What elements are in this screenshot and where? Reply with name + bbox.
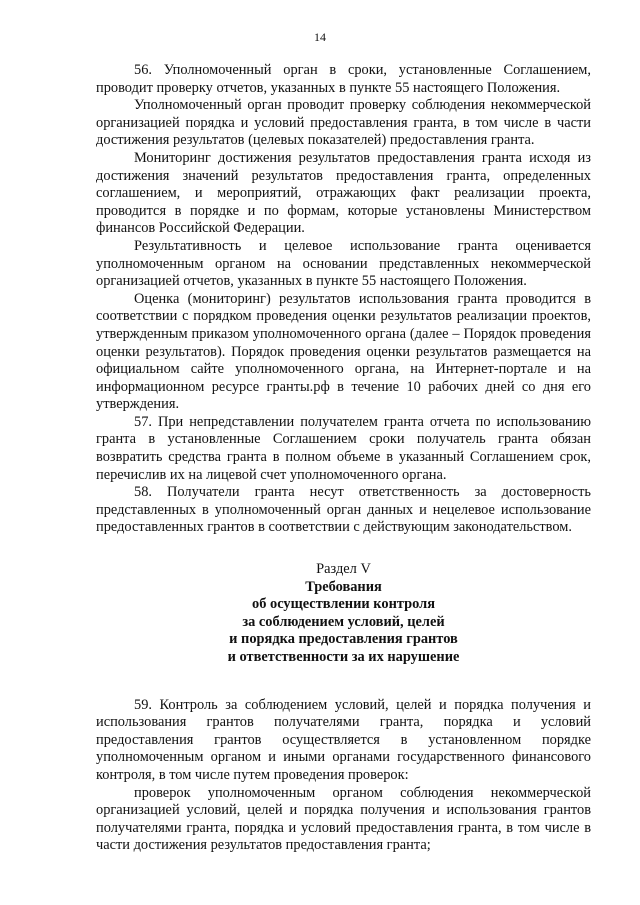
paragraph-57: 57. При непредставлении получателем гранта отчета по использованию гранта в установленные Соглашением сроки получатель гранта обязан возвратить средства гранта в полном объеме в указанный Соглашением срок, перечислив их на лицевой счет уполномоченного органа. xyxy=(96,413,591,483)
paragraph-59: 59. Контроль за соблюдением условий, целей и порядка получения и использования грантов получателями гранта, порядка и условий предоставления грантов осуществляется в установленном порядке уполномоченным органом и иными органами государственного финансового контроля, в том числе путем проведения проверок: xyxy=(96,696,591,783)
paragraph-56-effectiveness: Результативность и целевое использование гранта оценивается уполномоченным органом на основании представленных некоммерческой организацией отчетов, указанных в пункте 55 настоящего Положения. xyxy=(96,237,591,290)
page-number: 14 xyxy=(314,30,326,44)
section-title-line-4: и порядка предоставления грантов xyxy=(229,631,458,648)
paragraph-58: 58. Получатели гранта несут ответственность за достоверность представленных в уполномоченный орган данных и нецелевое использование предоставленных грантов в соответствии с действующим законодательством. xyxy=(96,484,591,536)
paragraph-56-verification: Уполномоченный орган проводит проверку соблюдения некоммерческой организацией порядка и условий предоставления гранта, в том числе в части достижения результатов (целевых показателей) предоставления гранта. xyxy=(96,97,591,149)
paragraph-56: 56. Уполномоченный орган в сроки, установленные Соглашением, проводит проверку отчетов, указанных в пункте 55 настоящего Положения. xyxy=(96,62,591,96)
paragraph-56-assessment: Оценка (мониторинг) результатов использования гранта проводится в соответствии с порядком проведения оценки результатов реализации проектов, утвержденным приказом уполномоченного органа (далее – Порядок проведения оценки результатов). Порядок проведения оценки результатов размещается на официальном сайте уполномоченного органа, на Интернет-портале и на информационном ресурсе гранты.рф в течение 10 рабочих дней со дня его утверждения. xyxy=(96,290,591,413)
document-body xyxy=(96,62,591,855)
paragraph-56-monitoring: Мониторинг достижения результатов предоставления гранта исходя из достижения значений результатов предоставления гранта, определенных соглашением, и мероприятий, отражающих факт реализации проекта, проводится в порядке и по формам, которые установлены Министерством финансов Российской Федерации. xyxy=(96,149,591,237)
section-title-line-1: Требования xyxy=(305,578,382,595)
section-title-line-2: об осуществлении контроля xyxy=(252,596,435,613)
section-title-line-3: за соблюдением условий, целей xyxy=(242,613,445,630)
section-label: Раздел V xyxy=(316,561,371,578)
paragraph-59-inspections: проверок уполномоченным органом соблюдения некоммерческой организацией условий, целей и порядка получения и использования грантов получателями гранта, порядка и условий предоставления гранта, в том числе в части достижения результатов предоставления гранта; xyxy=(96,784,591,854)
section-title-line-5: и ответственности за их нарушение xyxy=(227,649,460,665)
section-heading xyxy=(96,561,591,667)
